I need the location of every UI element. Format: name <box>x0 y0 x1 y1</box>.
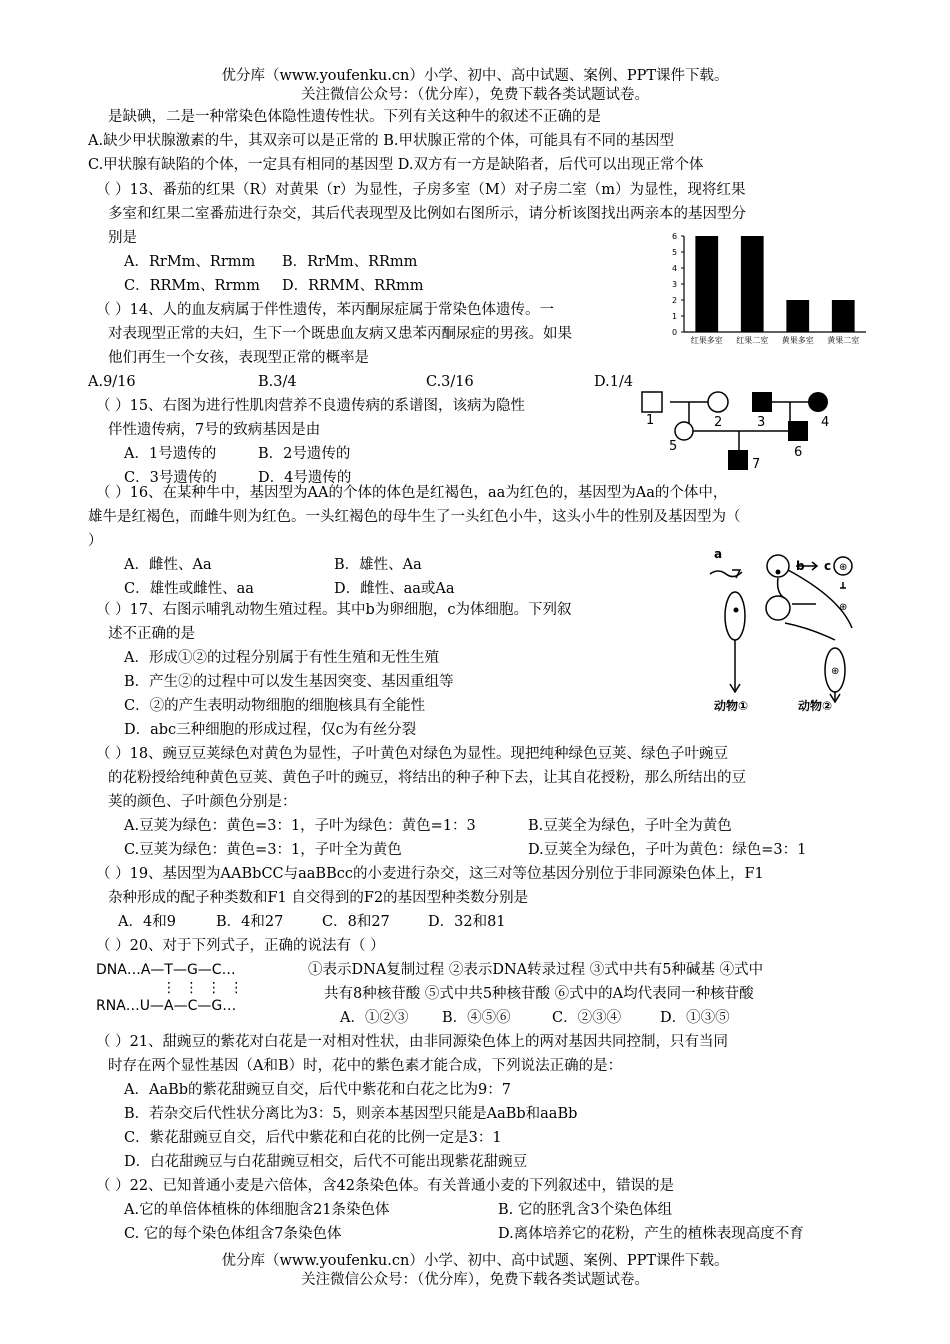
pedigree-label-5: 5 <box>669 439 678 454</box>
q18-option-a: A.豆荚为绿色：黄色=3：1，子叶为绿色：黄色=1：3 <box>124 818 476 834</box>
label-animal-2: 动物② <box>798 699 833 713</box>
q20-option-c: C．②③④ <box>552 1010 622 1026</box>
label-c: c <box>824 559 832 573</box>
q14-option-a: A.9/16 <box>88 374 136 390</box>
q16-stem-2: 雄牛是红褐色，而雌牛则为红色。一头红褐色的母牛生了一头红色小牛，这头小牛的性别及基因型为（ <box>88 509 741 525</box>
q21-stem-1: （ ）21、甜豌豆的紫花对白花是一对相对性状，由非同源染色体上的两对基因共同控制，只有当同 <box>96 1034 729 1050</box>
pedigree-male-affected-3 <box>752 392 772 412</box>
header-line-1: 优分库（www.youfenku.cn）小学、初中、高中试题、案例、PPT课件下载。 <box>221 68 729 84</box>
q17-option-c: C．②的产生表明动物细胞的细胞核具有全能性 <box>124 698 426 714</box>
q20-option-a: A．①②③ <box>340 1010 409 1026</box>
q16-option-d: D．雌性、aa或Aa <box>334 581 455 597</box>
q15-option-d: D．4号遗传的 <box>258 470 352 486</box>
q14-stem-2: 对表现型正常的夫妇，生下一个既患血友病又患苯丙酮尿症的男孩。如果 <box>108 326 572 342</box>
q19-option-a: A．4和9 <box>118 914 176 930</box>
q22-option-b: B. 它的胚乳含3个染色体组 <box>498 1202 673 1218</box>
q18-option-d: D.豆荚全为绿色，子叶为黄色：绿色=3：1 <box>528 842 807 858</box>
pedigree-male-affected-6 <box>788 421 808 441</box>
q20-statements-2: 共有8种核苷酸 ⑤式中共5种核苷酸 ⑥式中的A均代表同一种核苷酸 <box>324 986 754 1002</box>
q19-stem-2: 杂种形成的配子种类数和F1 自交得到的F2的基因型种类数分别是 <box>108 890 529 906</box>
y-tick-label: 2 <box>672 296 678 305</box>
q13-option-c: C．RRMm、Rrmm <box>124 278 260 294</box>
q15-option-c: C．3号遗传的 <box>124 470 217 486</box>
label-a: a <box>714 548 723 561</box>
pedigree-label-1: 1 <box>646 413 655 428</box>
x-category-label: 黄果二室 <box>827 336 860 345</box>
y-tick-label: 6 <box>672 232 678 241</box>
mammal-reproduction-diagram <box>700 548 875 718</box>
label-b: b <box>796 559 805 573</box>
pedigree-label-4: 4 <box>821 415 830 430</box>
q19-option-d: D．32和81 <box>428 914 506 930</box>
nucleus-symbol-c: ⊕ <box>839 562 848 573</box>
q18-option-c: C.豆荚为绿色：黄色=3：1，子叶全为黄色 <box>124 842 402 858</box>
q12-options-cd: C.甲状腺有缺陷的个体，一定具有相同的基因型 D.双方有一方是缺陷者，后代可以出现正常个体 <box>88 157 704 173</box>
bar-3 <box>786 300 809 332</box>
q13-option-b: B．RrMm、RRmm <box>282 254 418 270</box>
pedigree-label-7: 7 <box>752 457 761 472</box>
pedigree-female-affected-4 <box>808 392 828 412</box>
y-tick-label: 5 <box>672 248 678 257</box>
q22-stem: （ ）22、已知普通小麦是六倍体，含42条染色体。有关普通小麦的下列叙述中，错误的是 <box>96 1178 675 1194</box>
q18-stem-2: 的花粉授给纯种黄色豆荚、黄色子叶的豌豆，将结出的种子种下去，让其自花授粉，那么所结出的豆 <box>108 770 746 786</box>
q17-option-b: B．产生②的过程中可以发生基因突变、基因重组等 <box>124 674 454 690</box>
y-tick-label: 1 <box>672 312 678 321</box>
q18-option-b: B.豆荚全为绿色，子叶全为黄色 <box>528 818 732 834</box>
q16-option-a: A．雌性、Aa <box>124 557 212 573</box>
q21-option-d: D．白花甜豌豆与白花甜豌豆相交，后代不可能出现紫花甜豌豆 <box>124 1154 528 1170</box>
q17-stem-2: 述不正确的是 <box>108 626 195 642</box>
q16-stem-3: ） <box>88 533 103 549</box>
bar-4 <box>832 300 855 332</box>
q20-dna-strand: DNA…A—T—G—C… <box>96 962 236 978</box>
pedigree-label-3: 3 <box>757 415 766 430</box>
q12-options-ab: A.缺少甲状腺激素的牛，其双亲可以是正常的 B.甲状腺正常的个体，可能具有不同的基因型 <box>88 133 674 149</box>
q15-option-a: A．1号遗传的 <box>124 446 217 462</box>
nucleus-symbol-2: ⊕ <box>831 666 840 677</box>
phenotype-bar-chart <box>660 228 870 348</box>
pedigree-male-affected-7 <box>728 450 748 470</box>
q15-stem-1: （ ）15、右图为进行性肌肉营养不良遗传病的系谱图，该病为隐性 <box>96 398 526 414</box>
x-category-label: 红果多室 <box>690 336 723 345</box>
q12-continuation: 是缺碘，二是一种常染色体隐性遗传性状。下列有关这种牛的叙述不正确的是 <box>108 109 601 125</box>
q19-option-c: C．8和27 <box>322 914 390 930</box>
q22-option-a: A.它的单倍体植株的体细胞含21条染色体 <box>124 1202 390 1218</box>
pedigree-female-normal-5 <box>675 422 693 440</box>
q13-option-d: D．RRMM、RRmm <box>282 278 424 294</box>
q20-option-d: D．①③⑤ <box>660 1010 730 1026</box>
pedigree-female-normal-2 <box>708 392 728 412</box>
q20-pairing-dots: ⋮ ⋮ ⋮ ⋮ <box>162 980 246 996</box>
x-category-label: 红果二室 <box>736 336 769 345</box>
q16-option-c: C．雄性或雌性、aa <box>124 581 254 597</box>
q19-option-b: B．4和27 <box>216 914 284 930</box>
q17-option-a: A．形成①②的过程分别属于有性生殖和无性生殖 <box>124 650 439 666</box>
label-animal-1: 动物① <box>714 699 749 713</box>
q16-option-b: B．雄性、Aa <box>334 557 422 573</box>
q17-option-d: D．abc三种细胞的形成过程，仅c为有丝分裂 <box>124 722 417 738</box>
q21-option-a: A．AaBb的紫花甜豌豆自交，后代中紫花和白花之比为9：7 <box>124 1082 511 1098</box>
pedigree-chart <box>636 384 846 476</box>
q14-stem-3: 他们再生一个女孩，表现型正常的概率是 <box>108 350 369 366</box>
q14-option-d: D.1/4 <box>594 374 634 390</box>
pedigree-label-2: 2 <box>714 415 723 430</box>
q14-option-b: B.3/4 <box>258 374 297 390</box>
nucleus-symbol-transfer: ⊕ <box>839 602 848 613</box>
bar-2 <box>741 236 764 332</box>
q15-option-b: B．2号遗传的 <box>258 446 351 462</box>
q14-stem-1: （ ）14、人的血友病属于伴性遗传，苯丙酮尿症属于常染色体遗传。一 <box>96 302 555 318</box>
q17-stem-1: （ ）17、右图示哺乳动物生殖过程。其中b为卵细胞，c为体细胞。下列叙 <box>96 602 572 618</box>
y-tick-label: 4 <box>672 264 678 273</box>
q13-stem-2: 多室和红果二室番茄进行杂交，其后代表现型及比例如右图所示，请分析该图找出两亲本的基因型分 <box>108 206 746 222</box>
x-category-label: 黄果多室 <box>781 336 814 345</box>
q14-option-c: C.3/16 <box>426 374 474 390</box>
q21-option-b: B．若杂交后代性状分离比为3：5，则亲本基因型只能是AaBb和aaBb <box>124 1106 578 1122</box>
q22-option-c: C. 它的每个染色体组含7条染色体 <box>124 1226 342 1242</box>
q13-stem-1: （ ）13、番茄的红果（R）对黄果（r）为显性，子房多室（M）对子房二室（m）为显性，现将红果 <box>96 182 746 198</box>
q20-stem: （ ）20、对于下列式子，正确的说法有（ ） <box>96 938 385 954</box>
q20-statements-1: ①表示DNA复制过程 ②表示DNA转录过程 ③式中共有5种碱基 ④式中 <box>308 962 764 978</box>
q18-stem-1: （ ）18、豌豆豆荚绿色对黄色为显性，子叶黄色对绿色为显性。现把纯种绿色豆荚、绿色子叶豌豆 <box>96 746 729 762</box>
q20-rna-strand: RNA…U—A—C—G… <box>96 998 237 1014</box>
q20-option-b: B．④⑤⑥ <box>442 1010 511 1026</box>
q15-stem-2: 伴性遗传病，7号的致病基因是由 <box>108 422 321 438</box>
pedigree-male-normal-1 <box>642 392 662 412</box>
footer-line-1: 优分库（www.youfenku.cn）小学、初中、高中试题、案例、PPT课件下载。 <box>221 1253 729 1269</box>
q21-option-c: C．紫花甜豌豆自交，后代中紫花和白花的比例一定是3：1 <box>124 1130 502 1146</box>
pedigree-label-6: 6 <box>794 445 803 460</box>
q13-stem-3: 别是 <box>108 230 137 246</box>
y-tick-label: 3 <box>672 280 678 289</box>
q13-option-a: A．RrMm、Rrmm <box>124 254 256 270</box>
q16-stem-1: （ ）16、在某种牛中，基因型为AA的个体的体色是红褐色，aa为红色的，基因型为Aa的个体中， <box>96 485 728 501</box>
q22-option-d: D.离体培养它的花粉，产生的植株表现高度不育 <box>498 1226 804 1242</box>
q18-stem-3: 荚的颜色、子叶颜色分别是： <box>108 794 297 810</box>
footer-line-2: 关注微信公众号：（优分库），免费下载各类试题试卷。 <box>301 1272 649 1288</box>
q21-stem-2: 时存在两个显性基因（A和B）时，花中的紫色素才能合成，下列说法正确的是： <box>108 1058 623 1074</box>
header-line-2: 关注微信公众号：（优分库），免费下载各类试题试卷。 <box>301 87 649 103</box>
bar-1 <box>695 236 718 332</box>
q19-stem-1: （ ）19、基因型为AABbCC与aaBBcc的小麦进行杂交，这三对等位基因分别位于非同源染色体上，F1 <box>96 866 764 882</box>
y-tick-label: 0 <box>672 328 678 337</box>
